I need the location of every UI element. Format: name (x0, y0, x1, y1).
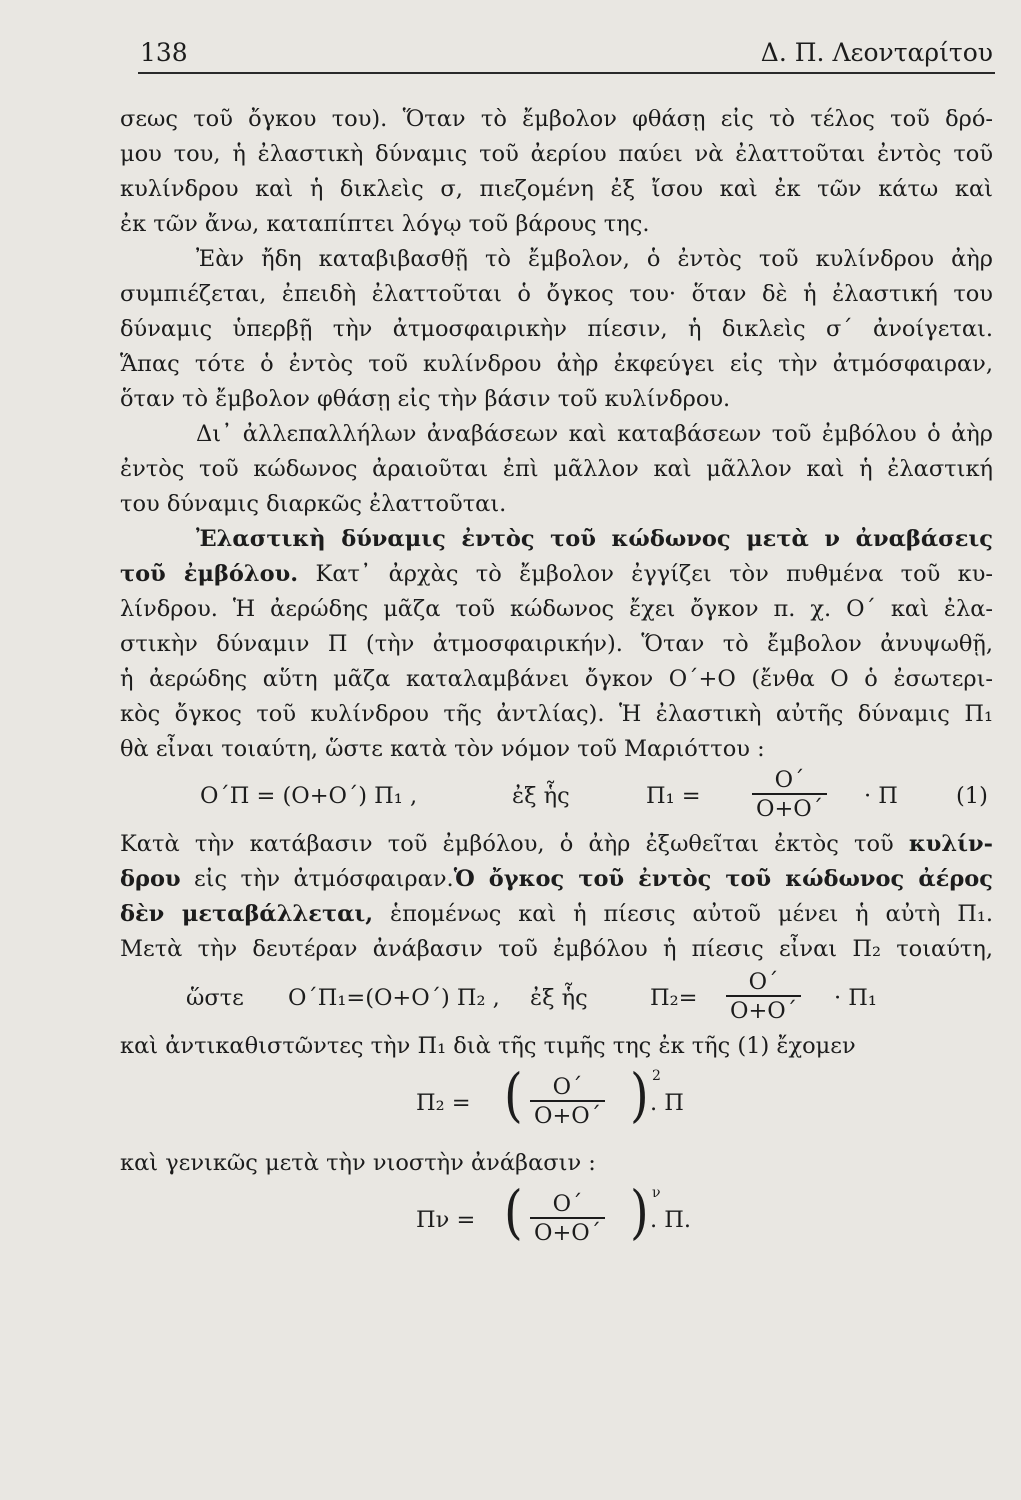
text-line: Δι᾽ ἀλλεπαλλήλων ἀναβάσεων καὶ καταβάσεων τοῦ ἐμβόλου ὁ ἀὴρ (196, 421, 993, 447)
eq2-word: ὥστε (186, 985, 244, 1011)
eq3-lhs: Π₂ = (416, 1090, 471, 1116)
eq1-left: Ο΄Π = (Ο+Ο΄) Π₁ , (200, 783, 418, 809)
eq2-mid: ἐξ ἧς (530, 985, 588, 1011)
eq3-numerator: Ο΄ (552, 1074, 583, 1100)
eq3-denominator: Ο+Ο΄ (530, 1100, 605, 1130)
eq1-mid: ἐξ ἧς (512, 783, 570, 809)
bold-span: δὲν μεταβάλλεται, (120, 901, 374, 927)
eq4-numerator: Ο΄ (552, 1191, 583, 1217)
eq2-rhs: · Π₁ (834, 985, 877, 1011)
text-span: εἰς τὴν ἀτμόσφαιραν. (194, 866, 454, 892)
eq2-left: Ο΄Π₁=(Ο+Ο΄) Π₂ , (288, 985, 500, 1011)
text-line: ἐντὸς τοῦ κώδωνος ἀραιοῦται ἐπὶ μᾶλλον καὶ μᾶλλον καὶ ἡ ἐλαστική (120, 456, 993, 482)
eq2-fraction (726, 969, 801, 1025)
eq4-lhs: Πν = (416, 1207, 476, 1233)
eq3-fraction (530, 1074, 605, 1130)
section-heading-cont: τοῦ ἐμβόλου. (120, 561, 299, 587)
eq3-left-paren: ( (504, 1062, 523, 1130)
bold-span: Ὁ ὄγκος τοῦ ἐντὸς τοῦ κώδωνος ἀέρος (453, 866, 993, 892)
text-line (120, 897, 993, 932)
page-number: 138 (140, 38, 188, 67)
text-span: ἑπομένως καὶ ἡ πίεσις αὐτοῦ μένει ἡ αὐτὴ Π₁. (390, 901, 993, 927)
eq3-rhs: . Π (650, 1090, 684, 1116)
equation-2 (120, 967, 993, 1029)
eq3-exponent: 2 (652, 1068, 661, 1084)
eq2-numerator: Ο΄ (748, 969, 779, 995)
running-header-author: Δ. Π. Λεονταρίτου (760, 38, 993, 67)
text-line: λίνδρου. Ἡ ἀερώδης μᾶζα τοῦ κώδωνος ἔχει ὄγκον π. χ. Ο΄ καὶ ἐλα- (120, 596, 993, 622)
text-line: ὅταν τὸ ἔμβολον φθάσῃ εἰς τὴν βάσιν τοῦ κυλίνδρου. (120, 386, 731, 412)
eq1-lhs: Π₁ = (646, 783, 701, 809)
eq2-denominator: Ο+Ο΄ (726, 995, 801, 1025)
eq1-rhs: · Π (864, 783, 898, 809)
section-heading-line (120, 522, 993, 557)
eq4-denominator: Ο+Ο΄ (530, 1217, 605, 1247)
eq1-numerator: Ο΄ (774, 767, 805, 793)
text-line: σεως τοῦ ὄγκου του). Ὅταν τὸ ἔμβολον φθάσῃ εἰς τὸ τέλος τοῦ δρό- (120, 106, 993, 132)
header-rule (138, 72, 995, 74)
eq4-exponent: ν (652, 1185, 661, 1201)
text-line (120, 827, 993, 862)
text-line: ἡ ἀερώδης αὕτη μᾶζα καταλαμβάνει ὄγκον Ο΄+Ο (ἔνθα Ο ὁ ἐσωτερι- (120, 666, 993, 692)
eq1-label: (1) (956, 783, 988, 809)
bold-span: κυλίν- (908, 831, 993, 857)
equation-3 (120, 1064, 993, 1146)
body-text (120, 102, 993, 1263)
eq4-rhs: . Π. (650, 1207, 692, 1233)
text-line: καὶ ἀντικαθιστῶντες τὴν Π₁ διὰ τῆς τιμῆς της ἐκ τῆς (1) ἔχομεν (120, 1033, 856, 1059)
eq1-fraction (752, 767, 827, 823)
eq3-right-paren: ) (630, 1062, 649, 1130)
text-line: δύναμις ὑπερβῇ τὴν ἀτμοσφαιρικὴν πίεσιν, ἡ δικλεὶς σ΄ ἀνοίγεται. (120, 316, 993, 342)
eq2-lhs: Π₂= (650, 985, 698, 1011)
text-line: Ἐὰν ἤδη καταβιβασθῇ τὸ ἔμβολον, ὁ ἐντὸς τοῦ κυλίνδρου ἀὴρ (196, 246, 993, 272)
text-line: καὶ γενικῶς μετὰ τὴν νιοστὴν ἀνάβασιν : (120, 1150, 596, 1176)
text-line: θὰ εἶναι τοιαύτη, ὥστε κατὰ τὸν νόμον τοῦ Μαριόττου : (120, 736, 765, 762)
bold-span: δρου (120, 866, 181, 892)
text-line: κὸς ὄγκος τοῦ κυλίνδρου τῆς ἀντλίας). Ἡ ἐλαστικὴ αὐτῆς δύναμις Π₁ (120, 701, 993, 727)
eq4-right-paren: ) (630, 1179, 649, 1247)
text-line (120, 557, 993, 592)
text-line: μου του, ἡ ἐλαστικὴ δύναμις τοῦ ἀερίου παύει νὰ ἐλαττοῦται ἐντὸς τοῦ (120, 141, 993, 167)
eq4-left-paren: ( (504, 1179, 523, 1247)
text-line: Μετὰ τὴν δευτέραν ἀνάβασιν τοῦ ἐμβόλου ἡ πίεσις εἶναι Π₂ τοιαύτη, (120, 936, 993, 962)
equation-1 (120, 767, 993, 827)
section-heading: Ἐλαστικὴ δύναμις ἐντὸς τοῦ κώδωνος μετὰ ν ἀναβάσεις (196, 526, 993, 552)
text-line: κυλίνδρου καὶ ἡ δικλεὶς σ, πιεζομένη ἐξ ἴσου καὶ ἐκ τῶν κάτω καὶ (120, 176, 993, 202)
text-span: Κατ᾽ ἀρχὰς τὸ ἔμβολον ἐγγίζει τὸν πυθμένα τοῦ κυ- (315, 561, 994, 587)
equation-4 (120, 1181, 993, 1263)
text-line: ἐκ τῶν ἄνω, καταπίπτει λόγῳ τοῦ βάρους της. (120, 211, 650, 237)
text-line (120, 862, 993, 897)
text-line: στικὴν δύναμιν Π (τὴν ἀτμοσφαιρικήν). Ὅταν τὸ ἔμβολον ἀνυψωθῇ, (120, 631, 993, 657)
text-line: του δύναμις διαρκῶς ἐλαττοῦται. (120, 491, 507, 517)
text-line: συμπιέζεται, ἐπειδὴ ἐλαττοῦται ὁ ὄγκος του· ὅταν δὲ ἡ ἐλαστική του (120, 281, 993, 307)
text-span: Κατὰ τὴν κατάβασιν τοῦ ἐμβόλου, ὁ ἀὴρ ἐξωθεῖται ἐκτὸς τοῦ (120, 831, 894, 857)
eq1-denominator: Ο+Ο΄ (752, 793, 827, 823)
eq4-fraction (530, 1191, 605, 1247)
text-line: Ἅπας τότε ὁ ἐντὸς τοῦ κυλίνδρου ἀὴρ ἐκφεύγει εἰς τὴν ἀτμόσφαιραν, (120, 351, 993, 377)
